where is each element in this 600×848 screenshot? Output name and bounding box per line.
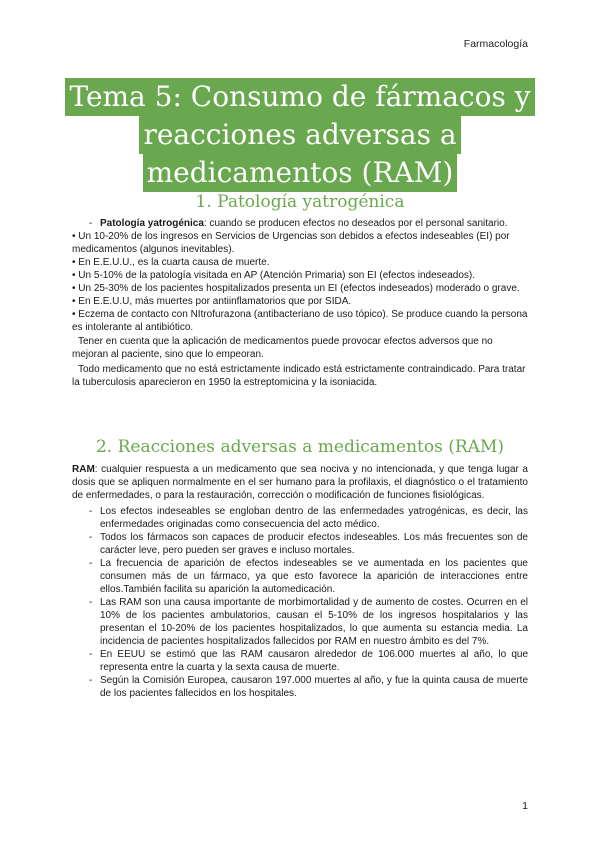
- list-item-text: Los efectos indeseables se engloban dentro de las enfermedades yatrogénicas, es decir, las enfermedades originadas como consecuencia del acto médico.: [100, 506, 528, 530]
- dash-marker: -: [89, 506, 93, 517]
- definition-term: Patología yatrogénica: [100, 218, 204, 229]
- running-header: Farmacología: [463, 38, 528, 50]
- note-paragraph: Todo medicamento que no está estrictamente indicado está estrictamente contraindicado. Para tratar la tuberculosis aparecieron en 1950 la estreptomicina y la isoniacida.: [72, 364, 526, 388]
- list-item: [72, 557, 528, 596]
- definition-text: : cuando se producen efectos no deseados por el personal sanitario.: [203, 218, 508, 229]
- list-item: [72, 674, 528, 700]
- definition-term: RAM: [72, 464, 95, 475]
- dash-marker: -: [89, 649, 93, 660]
- document-title: [0, 78, 600, 192]
- definition-item: [72, 217, 528, 230]
- list-item: • Eczema de contacto con NItrofurazona (antibacteriano de uso tópico). Se produce cuando la persona es intolerante al antibiótico.: [72, 309, 528, 333]
- list-item: [72, 648, 528, 674]
- list-item: [72, 596, 528, 648]
- section-1-body: [72, 217, 528, 389]
- page-number: 1: [522, 800, 528, 812]
- list-item: • Un 25-30% de los pacientes hospitalizados presenta un EI (efectos indeseados) moderado o grave.: [72, 283, 520, 294]
- dash-marker: -: [89, 675, 93, 686]
- list-item-text: La frecuencia de aparición de efectos indeseables se ve aumentada en los pacientes que consumen más de un fármaco, ya que esto favorece la aparición de interacciones entre ellos.También facilita su aparición la automedicación.: [100, 558, 528, 595]
- ram-definition: [72, 463, 528, 502]
- note-paragraph: Tener en cuenta que la aplicación de medicamentos puede provocar efectos adversos que no mejoran al paciente, sino que lo empeoran.: [72, 336, 493, 360]
- list-item: • Un 5-10% de la patología visitada en AP (Atención Primaria) son EI (efectos indeseados).: [72, 270, 475, 281]
- list-item: [72, 505, 528, 531]
- title-line-2: reacciones adversas a: [139, 116, 460, 154]
- dash-marker: -: [89, 597, 93, 608]
- list-item: [72, 531, 528, 557]
- section-2-body: [72, 463, 528, 700]
- title-line-1: Tema 5: Consumo de fármacos y: [65, 78, 534, 116]
- list-item-text: Las RAM son una causa importante de morbimortalidad y de aumento de costes. Ocurren en el 10% de los pacientes ambulatorios, causan el 5-10% de los ingresos hospitalarios y las presentan el 10-20% de los pacientes hospitalizados, lo que aumenta su estancia media. La incidencia de pacientes hospitalizados fallecidos por RAM en nuestro ámbito es del 7%.: [100, 597, 528, 647]
- list-item-text: En EEUU se estimó que las RAM causaron alrededor de 106.000 muertes al año, lo que representa entre la cuarta y la sexta causa de muerte.: [100, 649, 528, 673]
- section-2-heading: 2. Reacciones adversas a medicamentos (RAM): [95, 437, 505, 457]
- list-item-text: Según la Comisión Europea, causaron 197.000 muertes al año, y fue la quinta causa de muerte de los pacientes fallecidos en los hospitales.: [100, 675, 528, 699]
- list-item: • En E.E.U.U., es la cuarta causa de muerte.: [72, 257, 270, 268]
- definition-text: : cualquier respuesta a un medicamento que sea nociva y no intencionada, y que tenga lugar a dosis que se apliquen normalmente en el ser humano para la profilaxis, el diagnóstico o el tratamiento de enfermedades, o para la restauración, corrección o modificación de funciones fisiológicas.: [72, 464, 528, 501]
- section-1-heading: 1. Patología yatrogénica: [195, 192, 405, 212]
- list-item: • Un 10-20% de los ingresos en Servicios de Urgencias son debidos a efectos indeseables (EI) por medicamentos (algunos inevitables).: [72, 231, 510, 255]
- dash-marker: -: [89, 532, 93, 543]
- dash-marker: -: [89, 558, 93, 569]
- dash-marker: -: [89, 218, 93, 229]
- title-line-3: medicamentos (RAM): [143, 154, 458, 192]
- list-item-text: Todos los fármacos son capaces de producir efectos indeseables. Los más frecuentes son de carácter leve, pero pueden ser graves e incluso mortales.: [100, 532, 528, 556]
- list-item: • En E.E.U.U, más muertes por antiinflamatorios que por SIDA.: [72, 296, 352, 307]
